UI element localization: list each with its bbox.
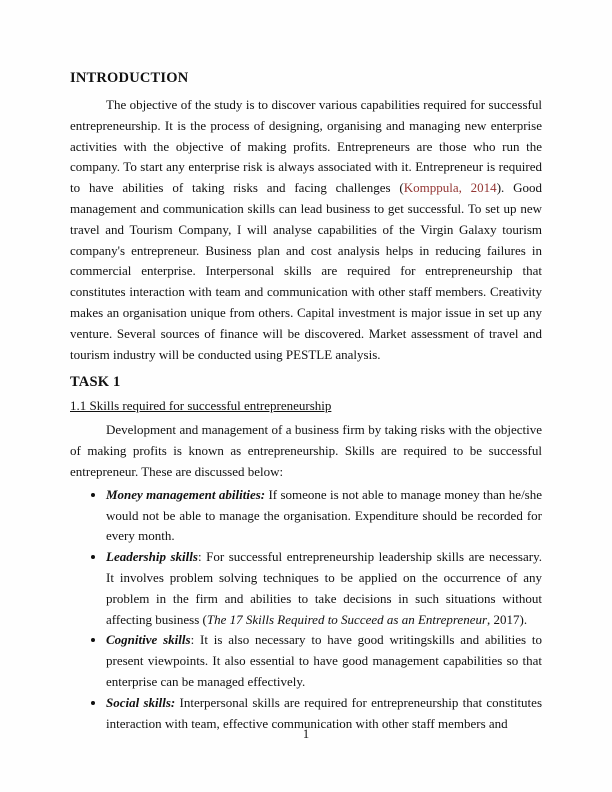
- bullet-separator: :: [197, 549, 207, 565]
- skills-bullet-list: [70, 485, 542, 735]
- bullet-lead: Cognitive skills: [106, 632, 191, 648]
- bullet-body: For successful entrepreneurship leadership skills are necessary. It involves problem solving techniques to be applied on the occurrence of any problem in the firm and abilities to take decisions in such situations without affecting business (: [106, 549, 542, 627]
- section-heading-introduction: INTRODUCTION: [70, 70, 189, 86]
- citation-17-skills-year: , 2017).: [487, 611, 528, 627]
- bullet-lead: Money management abilities:: [106, 486, 266, 502]
- citation-17-skills-title: The 17 Skills Required to Succeed as an Entrepreneur: [206, 611, 488, 627]
- intro-text-before-citation: The objective of the study is to discover various capabilities required for successful entrepreneurship. It is the process of designing, organising and managing new enterprise activities with the objective of making profits. Entrepreneurs are those who run the company. To start any enterprise risk is always associated with it. Entrepreneur is required to have abilities of taking risks and facing challenges (: [70, 97, 542, 196]
- section-heading-task1: TASK 1: [70, 374, 121, 391]
- list-item-leadership: [106, 547, 542, 630]
- citation-komppula-2014: Komppula, 2014: [403, 180, 497, 196]
- bullet-body: Interpersonal skills are required for entrepreneurship that constitutes interaction with team, effective communication with other staff members and: [106, 694, 542, 731]
- subsection-heading-1-1: 1.1 Skills required for successful entrepreneurship: [70, 398, 332, 414]
- page-number: 1: [302, 727, 310, 741]
- intro-paragraph: [70, 95, 542, 365]
- bullet-lead: Social skills:: [106, 694, 176, 710]
- bullet-lead: Leadership skills: [106, 549, 198, 565]
- list-item-cognitive: [106, 630, 542, 692]
- bullet-body: It is also necessary to have good writingskills and abilities to present viewpoints. It also essential to have good management capabilities so that enterprise can be managed effectively.: [106, 632, 542, 689]
- list-item-money-management: [106, 485, 542, 547]
- bullet-separator: :: [190, 632, 200, 648]
- task1-intro-paragraph: Development and management of a business firm by taking risks with the objective of making profits is known as entrepreneurship. Skills are required to be successful entrepreneur. These are discussed below:: [70, 422, 542, 479]
- bullet-body: If someone is not able to manage money than he/she would not be able to manage the organisation. Expenditure should be recorded for every month.: [106, 486, 543, 544]
- intro-text-after-citation: ). Good management and communication skills can lead business to get successful. To set up new travel and Tourism Company, I will analyse capabilities of the Virgin Galaxy tourism company's entrepreneur. Business plan and cost analysis helps in reducing failures in commercial enterprise. Interpersonal skills are required for entrepreneurship that constitutes interaction with team and communication with other staff members. Creativity makes an organisation unique from others. Capital investment is major issue in set up any venture. Several sources of finance will be discovered. Market assessment of travel and tourism industry will be conducted using PESTLE analysis.: [70, 180, 542, 362]
